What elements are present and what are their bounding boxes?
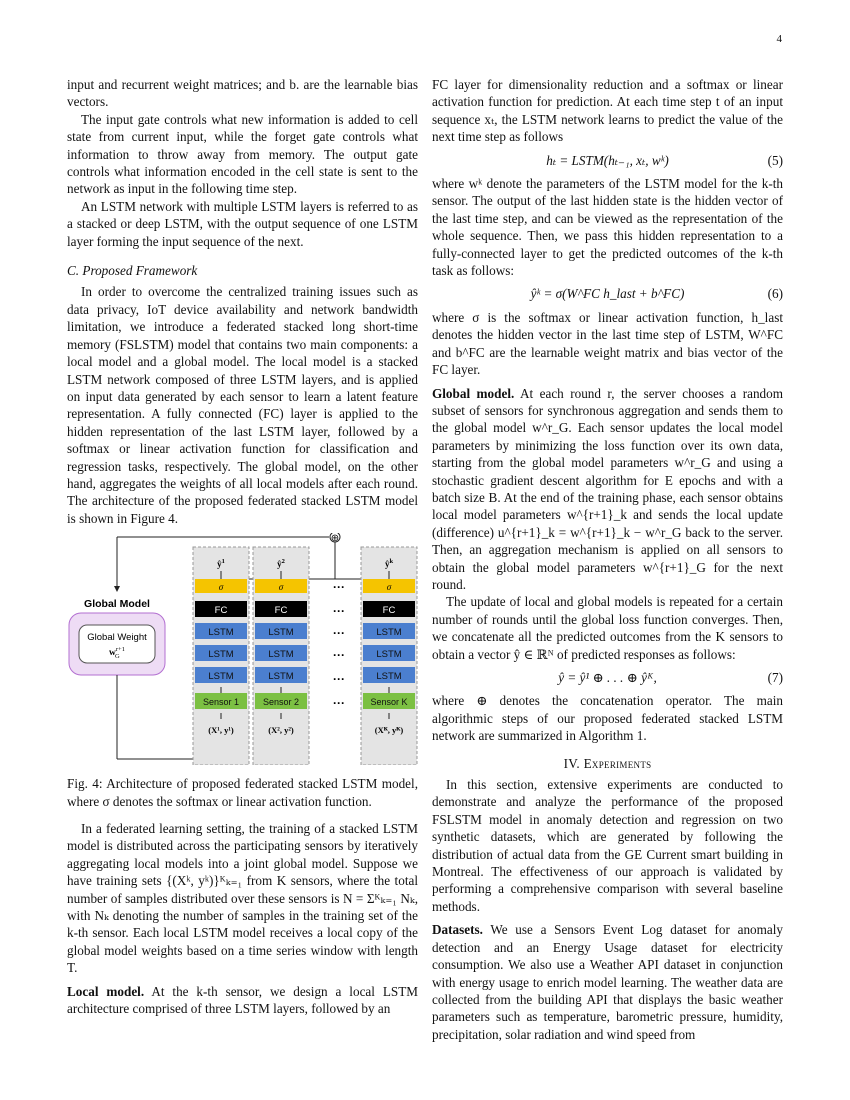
page-number: 4 [776,33,782,45]
svg-text:···: ··· [333,626,345,641]
paragraph: where wᵏ denote the parameters of the LSTM model for the k-th sensor. The output of the last hidden state is the hidden vector of the last time step, and can be viewed as the representation of the whole sequence. Then, we pass this hidden representation to a fully-connected layer to get the predicted outcomes of the k-th task as follows: [432,176,783,279]
left-column [67,76,418,1017]
fc-label: FC [274,605,288,617]
global-weight-symbol: $w^{r+1}$ G [109,646,125,661]
output-label: $ŷ^k$ [384,558,394,570]
lstm-label: LSTM [208,649,234,661]
paragraph: input and recurrent weight matrices; and b. are the learnable bias vectors. [67,77,418,110]
lstm-label: LSTM [208,671,234,683]
sensor-column-k [361,547,417,765]
local-model-text: At the k-th sensor, we design a local LSTM architecture comprised of three LSTM layers, followed by an [67,983,419,1017]
paragraph: In order to overcome the centralized training issues such as data privacy, IoT device availability and network bandwidth limitation, we introduce a federated stacked long short-time memory (FSLSTM) model that contains two main components: a local model and a global model. The local model is a stacked LSTM network composed of three LSTM layers, and is applied on input data generated by each sensor to learn a latent feature representation. A fully connected (FC) layer is applied to the hidden representation of the last LSTM layer, followed by a softmax or linear activation function for classification and regression tasks, respectively. The global model, on the other hand, aggregates the weights of all local models after each round. The architecture of the proposed federated stacked LSTM model is shown in Figure 4. [67,284,418,526]
equation-7-number: (7) [767,670,783,685]
equation-6-number: (6) [767,286,783,302]
paragraph: An LSTM network with multiple LSTM layers is referred to as a stacked or deep LSTM, with the output sequence of one LSTM layer forming the input sequence of the next. [67,198,418,249]
figure-caption: Fig. 4: Architecture of proposed federated stacked LSTM model, where σ denotes the softmax or linear activation function. [67,776,418,809]
input-label: (X¹, y¹) [208,725,234,736]
paragraph: where σ is the softmax or linear activation function, h_last denotes the hidden vector in the last time step of LSTM, W^FC and b^FC are the learnable weight matrix and bias vector of the FC layer. [432,309,783,378]
sigma-label: σ [386,582,392,593]
global-model-text: At each round r, the server chooses a random subset of sensors for synchronous aggregation and sends them to the global model w^r_G. Each sensor updates the local model parameters by minimizing the loss function over its own data, starting from the global model parameters w^r_G and using a stochastic gradient descent algorithm for E epochs and with a batch size B. At the end of the training phase, each sensor obtains local model parameters w^{r+1}_k and sends the local update (difference) u^{r+1}_k = w^{r+1}_k − w^r_G back to the server. Then, an aggregation mechanism is applied on all sensors to obtain the global model parameters w^{r+1}_G for the next round. [432,385,783,592]
global-weight-label: Global Weight [87,632,147,644]
lstm-label: LSTM [376,649,402,661]
paragraph: The update of local and global models is repeated for a certain number of rounds until the global loss function converges. Then, we concatenate all the predicted outcomes from the K sensors to obtain a vector ŷ ∈ ℝᴺ of predicted responses as follows: [432,594,783,662]
sensor-column-2 [253,547,309,765]
svg-text:···: ··· [333,580,345,595]
right-column [432,76,783,1043]
equation-5 [432,152,783,169]
datasets-lead: Datasets. [432,922,483,938]
column-ellipsis [333,580,345,710]
svg-text:···: ··· [333,696,345,711]
paragraph-datasets [432,921,783,1043]
equation-6 [432,285,783,302]
sensor-label: Sensor 2 [262,697,300,708]
equation-5-number: (5) [767,152,783,168]
lstm-label: LSTM [268,671,294,683]
input-label: (X², y²) [268,725,294,736]
paragraph: In this section, extensive experiments are conducted to demonstrate and analyze the performance of the proposed FSLSTM model in anomaly detection and regression on two synthetic datasets, which are generated by following the distribution of actual data from the GE Current smart building in Montreal. The effectiveness of our approach is validated by performing a comprehensive comparison with several baseline methods. [432,777,783,914]
paragraph: where ⊕ denotes the concatenation operator. The main algorithmic steps of our proposed federated stacked LSTM network are summarized in Algorithm 1. [432,693,783,744]
lstm-label: LSTM [268,649,294,661]
lstm-label: LSTM [376,671,402,683]
svg-text:···: ··· [333,648,345,663]
paragraph: In a federated learning setting, the training of a stacked LSTM model is distributed across the participating sensors by iteratively aggregating local models into a joint global model. Suppose we have training sets {(Xᵏ, yᵏ)}ᴷₖ₌₁ from K sensors, where the total number of samples distributed over these sensors is N = Σᴷₖ₌₁ Nₖ, with Nₖ denoting the number of samples in the training set of the k-th sensor. Each local LSTM model receives a local copy of the global model weights based on a time series window with length T. [67,820,418,976]
sigma-label: σ [218,582,224,593]
equation-5-body: hₜ = LSTM(hₜ₋₁, xₜ, wᵏ) [546,152,669,168]
local-model-lead: Local model. [67,983,145,999]
sensor-label: Sensor K [370,697,408,708]
lstm-label: LSTM [268,627,294,639]
oplus-symbol: ⊕ [330,533,340,545]
global-model-title: Global Model [84,598,150,611]
global-model-lead: Global model. [432,385,515,401]
equation-7-body: ŷ = ŷ¹ ⊕ . . . ⊕ ŷᴷ, [558,670,657,685]
fc-label: FC [214,605,228,617]
fc-label: FC [382,605,396,617]
svg-text:···: ··· [333,672,345,687]
figure-4-diagram [67,533,418,765]
paragraph: FC layer for dimensionality reduction and a softmax or linear activation function for prediction. At each time step t of an input sequence xₜ, the LSTM network learns to predict the value of the next time step as follows [432,77,783,145]
output-label: $ŷ^2$ [277,558,285,570]
paragraph-local-model [67,983,418,1018]
datasets-text: We use a Sensors Event Log dataset for anomaly detection and an Energy Usage dataset for electricity consumption. We also use a Weather API dataset in conjunction with energy usage to enrich model learning. The weather data are collected from the building API that displays the basic weather parameters such as temperature, barometric pressure, humidity, precipitation, solar radiation and wind speed from [432,922,783,1042]
equation-6-body: ŷᵏ = σ(W^FC h_last + b^FC) [530,286,685,302]
input-label: (Xᴷ, yᴷ) [374,725,404,736]
paragraph: The input gate controls what new information is added to cell state from current input, while the forget gate controls what information to throw away from memory. The output gate controls what information encoded in the cell state is sent to the network as input in the following time step. [67,111,418,197]
paragraph-global-model [432,385,783,594]
sigma-label: σ [278,582,284,593]
architecture-diagram [67,533,418,765]
equation-7 [432,669,783,686]
section-heading: C. Proposed Framework [67,263,198,279]
sensor-column-1 [193,547,249,765]
lstm-label: LSTM [376,627,402,639]
svg-text:···: ··· [333,604,345,619]
sensor-label: Sensor 1 [202,697,240,708]
section-heading: IV. Experiments [563,755,652,771]
lstm-label: LSTM [208,627,234,639]
output-label: $ŷ^1$ [217,558,225,570]
